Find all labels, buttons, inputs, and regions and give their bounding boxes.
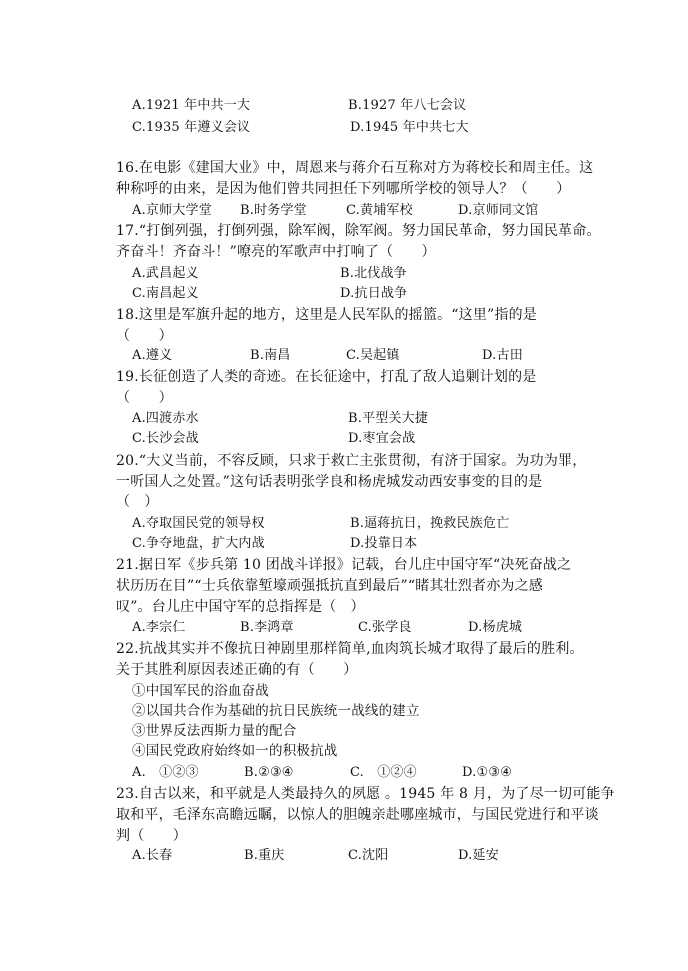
q15-option-c: C.1935 年遵义会议 — [132, 120, 251, 135]
q17-option-c: C.南昌起义 — [132, 286, 199, 301]
q16-option-a: A.京师大学堂 — [132, 203, 212, 218]
q23-option-b: B.重庆 — [244, 848, 285, 863]
q20-option-b: B.逼蒋抗日，挽救民族危亡 — [350, 516, 510, 531]
q17-stem-line-2: 齐奋斗！齐奋斗！”嘹亮的军歌声中打响了（ ） — [116, 244, 436, 260]
q22-option-a: A. ①②③ — [132, 765, 199, 780]
q22-item-4: ④国民党政府始终如一的积极抗战 — [132, 743, 338, 759]
q22-stem-line-1: 22.抗战其实并不像抗日神剧里那样简单,血肉筑长城才取得了最后的胜利。 — [116, 641, 584, 657]
q18-option-b: B.南昌 — [250, 348, 291, 363]
q16-option-c: C.黄埔军校 — [346, 203, 413, 218]
q18-option-a: A.遵义 — [132, 348, 173, 363]
q21-stem-line-2: 状历历在目”“士兵依靠堑壕顽强抵抗直到最后”“睹其壮烈者亦为之感 — [116, 578, 544, 594]
q23-option-c: C.沈阳 — [348, 848, 389, 863]
q15-option-a: A.1921 年中共一大 — [132, 98, 251, 113]
q16-option-b: B.时务学堂 — [240, 203, 307, 218]
q22-item-2: ②以国共合作为基础的抗日民族统一战线的建立 — [132, 703, 420, 719]
q17-option-b: B.北伐战争 — [340, 266, 407, 281]
q18-stem-line-1: 18.这里是军旗升起的地方，这里是人民军队的摇篮。“这里”指的是 — [116, 307, 537, 323]
q20-option-c: C.争夺地盘，扩大内战 — [132, 536, 265, 551]
q15-option-b: B.1927 年八七会议 — [348, 98, 467, 113]
q19-stem-line-1: 19.长征创造了人类的奇迹。在长征途中，打乱了敌人追剿计划的是 — [116, 369, 537, 385]
q22-item-1: ①中国军民的浴血奋战 — [132, 683, 269, 699]
q19-option-a: A.四渡赤水 — [132, 411, 199, 426]
q21-stem-line-1: 21.据日军《步兵第 10 团战斗详报》记载，台儿庄中国守军“决死奋战之 — [116, 557, 572, 573]
q18-option-d: D.古田 — [482, 348, 523, 363]
q20-option-a: A.夺取国民党的领导权 — [132, 516, 265, 531]
q21-option-c: C.张学良 — [358, 620, 412, 635]
q20-option-d: D.投靠日本 — [350, 536, 418, 551]
q17-option-d: D.抗日战争 — [340, 286, 408, 301]
q17-stem-line-1: 17.“打倒列强，打倒列强，除军阀，除军阀。努力国民革命，努力国民革命。 — [116, 223, 601, 239]
q19-option-c: C.长沙会战 — [132, 431, 199, 446]
q18-option-c: C.吴起镇 — [346, 348, 400, 363]
q21-option-b: B.李鸿章 — [240, 620, 294, 635]
q20-stem-line-1: 20.“大义当前，不容反顾，只求于救亡主张贯彻，有济于国家。为功为罪， — [116, 453, 587, 469]
q15-option-d: D.1945 年中共七大 — [350, 120, 469, 135]
q23-stem-line-2: 取和平，毛泽东高瞻远瞩，以惊人的胆魄亲赴哪座城市，与国民党进行和平谈 — [116, 807, 599, 823]
q22-option-d: D.①③④ — [462, 765, 513, 780]
q23-stem-line-3: 判（ ） — [116, 828, 187, 844]
q22-item-3: ③世界反法西斯力量的配合 — [132, 723, 297, 739]
q19-option-b: B.平型关大捷 — [348, 411, 429, 426]
q21-option-a: A.李宗仁 — [132, 620, 186, 635]
q19-stem-line-2: （ ） — [116, 390, 173, 406]
q17-option-a: A.武昌起义 — [132, 266, 199, 281]
q23-option-d: D.延安 — [458, 848, 499, 863]
q18-stem-line-2: （ ） — [116, 328, 173, 344]
q23-option-a: A.长春 — [132, 848, 173, 863]
q20-stem-line-2: 一听国人之处置。”这句话表明张学良和杨虎城发动西安事变的目的是 — [116, 474, 543, 490]
q21-stem-line-3: 叹”。台儿庄中国守军的总指挥是（ ） — [116, 599, 365, 615]
q16-option-d: D.京师同文馆 — [458, 203, 539, 218]
q19-option-d: D.枣宜会战 — [348, 431, 416, 446]
q23-stem-line-1: 23.自古以来，和平就是人类最持久的夙愿 。1945 年 8 月，为了尽一切可能争 — [116, 786, 615, 802]
q22-stem-line-2: 关于其胜利原因表述正确的有（ ） — [116, 662, 358, 678]
q22-option-c: C. ①②④ — [350, 765, 417, 780]
q16-stem-line-1: 16.在电影《建国大业》中，周恩来与蒋介石互称对方为蒋校长和周主任。这 — [116, 160, 594, 176]
q16-stem-line-2: 种称呼的由来，是因为他们曾共同担任下列哪所学校的领导人？（ ） — [116, 181, 571, 197]
q21-option-d: D.杨虎城 — [468, 620, 523, 635]
q22-option-b: B.②③④ — [244, 765, 294, 780]
q20-stem-line-3: （ ） — [116, 494, 159, 510]
